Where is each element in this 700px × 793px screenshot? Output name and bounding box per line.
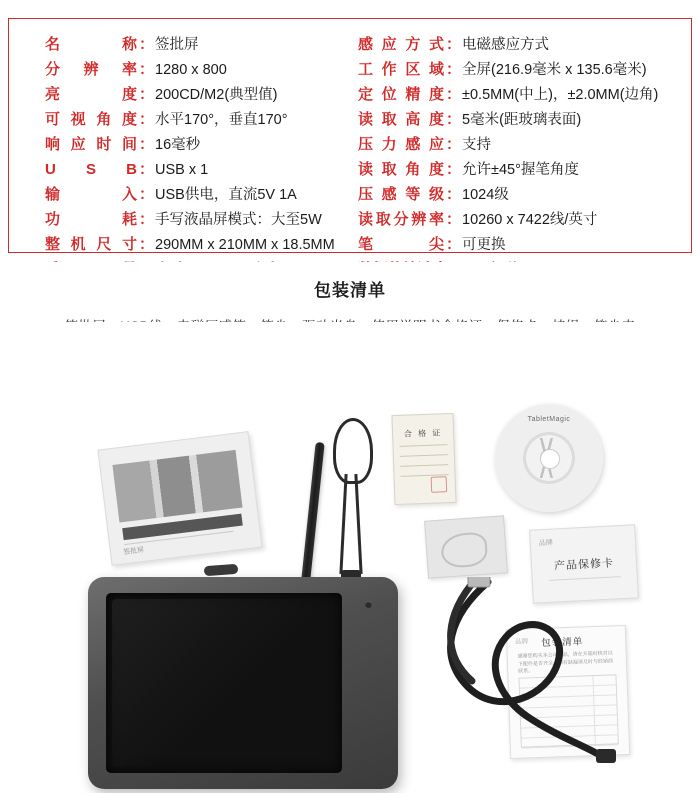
lanyard-strap bbox=[333, 418, 373, 588]
sheet-title: 包装清单 bbox=[541, 636, 584, 649]
spec-value: 1024级 bbox=[462, 187, 509, 203]
booklet-logo: 签批屏 bbox=[122, 546, 145, 557]
screen-glare bbox=[112, 599, 336, 767]
specification-panel bbox=[8, 18, 692, 253]
usb-cable bbox=[428, 577, 638, 767]
spec-label: 输 入 bbox=[45, 186, 137, 203]
driver-cd-disc bbox=[495, 404, 603, 512]
spec-value: 1280 x 800 bbox=[155, 62, 227, 78]
spec-label: 读取高度 bbox=[358, 111, 444, 128]
booklet-cover-art bbox=[112, 450, 242, 523]
spec-row bbox=[358, 207, 691, 232]
spec-row bbox=[45, 132, 350, 157]
spec-row bbox=[358, 232, 691, 257]
spec-value: USB供电，直流5V 1A bbox=[155, 187, 297, 203]
spec-colon: ： bbox=[139, 236, 155, 253]
lanyard-cord-left bbox=[339, 474, 347, 574]
user-manual-booklet bbox=[97, 431, 262, 566]
spec-row bbox=[45, 232, 350, 257]
packing-list-panel bbox=[8, 262, 692, 782]
spec-value: 允许±45°握笔角度 bbox=[462, 162, 579, 178]
spec-label: 压感等级 bbox=[358, 186, 444, 203]
spec-colon: ： bbox=[139, 111, 155, 128]
spec-value: 可更换 bbox=[462, 237, 506, 253]
spec-label: 名 称 bbox=[45, 36, 137, 53]
spec-colon: ： bbox=[446, 111, 462, 128]
spec-label: 压力感应 bbox=[358, 136, 444, 153]
spec-label: 响应时间 bbox=[45, 136, 137, 153]
warranty-logo: 品牌 bbox=[538, 539, 554, 548]
spec-label: 读取角度 bbox=[358, 161, 444, 178]
spec-colon: ： bbox=[139, 136, 155, 153]
sheet-note: 感谢您购买本公司产品，请在开箱时核对以下配件是否齐全，如有缺漏请及时与经销商联系。 bbox=[517, 650, 614, 675]
spec-colon: ： bbox=[446, 61, 462, 78]
packing-list-title: 包装清单 bbox=[314, 281, 386, 300]
spec-label: 感应方式 bbox=[358, 36, 444, 53]
spec-value: 全屏(216.9毫米 x 135.6毫米) bbox=[462, 62, 647, 78]
spec-row bbox=[45, 57, 350, 82]
certificate-stamp-icon bbox=[431, 476, 448, 493]
spec-row bbox=[45, 157, 350, 182]
tablet-screen bbox=[106, 593, 342, 773]
spec-value: 200CD/M2(典型值) bbox=[155, 87, 278, 103]
spec-row bbox=[45, 182, 350, 207]
spec-row bbox=[45, 207, 350, 232]
lanyard-cord-right bbox=[354, 474, 362, 574]
spec-colon: ： bbox=[139, 36, 155, 53]
certificate-title: 合 格 证 bbox=[403, 428, 443, 439]
spec-row bbox=[45, 107, 350, 132]
stylus-pen bbox=[300, 442, 324, 590]
pen-nib-clip bbox=[204, 564, 239, 576]
spec-colon: ： bbox=[446, 36, 462, 53]
spec-colon: ： bbox=[139, 161, 155, 178]
pouch-pattern bbox=[440, 532, 488, 569]
spec-colon: ： bbox=[139, 186, 155, 203]
spec-label: 分 辨 率 bbox=[45, 61, 137, 78]
spec-row bbox=[358, 132, 691, 157]
spec-row bbox=[358, 82, 691, 107]
spec-label: 工作区域 bbox=[358, 61, 444, 78]
usb-cable-drawing bbox=[428, 577, 638, 767]
spec-value: 支持 bbox=[462, 137, 492, 153]
spec-colon: ： bbox=[446, 211, 462, 228]
cd-center-hole bbox=[540, 449, 560, 469]
spec-value: USB x 1 bbox=[155, 162, 209, 178]
spec-colon: ： bbox=[446, 86, 462, 103]
spec-row bbox=[358, 107, 691, 132]
spec-row bbox=[358, 32, 691, 57]
spec-value: 16毫秒 bbox=[155, 137, 201, 153]
spec-colon: ： bbox=[139, 211, 155, 228]
spec-column-left bbox=[9, 32, 350, 252]
certificate-card bbox=[391, 413, 456, 505]
spec-row bbox=[358, 182, 691, 207]
certificate-lines bbox=[400, 444, 448, 447]
spec-label: 整机尺寸 bbox=[45, 236, 137, 253]
spec-row bbox=[358, 157, 691, 182]
spec-value: 水平170°，垂直170° bbox=[155, 112, 288, 128]
spec-value: 电磁感应方式 bbox=[462, 37, 550, 53]
spec-colon: ： bbox=[446, 236, 462, 253]
spec-label: U S B bbox=[45, 161, 137, 178]
spec-label: 读取分辨率 bbox=[358, 211, 444, 228]
warranty-title: 产品保修卡 bbox=[553, 557, 615, 573]
spec-colon: ： bbox=[446, 186, 462, 203]
spec-column-right bbox=[350, 32, 691, 252]
spec-value: 10260 x 7422线/英寸 bbox=[462, 212, 598, 228]
tablet-power-button bbox=[365, 601, 372, 608]
cleaning-cloth-pouch bbox=[424, 515, 508, 578]
sheet-logo: 品牌 bbox=[515, 638, 529, 646]
spec-row bbox=[45, 82, 350, 107]
spec-colon: ： bbox=[139, 86, 155, 103]
spec-row bbox=[45, 32, 350, 57]
spec-colon: ： bbox=[139, 61, 155, 78]
spec-colon: ： bbox=[446, 161, 462, 178]
spec-row bbox=[358, 57, 691, 82]
spec-label: 定位精度 bbox=[358, 86, 444, 103]
packing-contents-photo bbox=[8, 322, 692, 782]
spec-label: 可视角度 bbox=[45, 111, 137, 128]
signature-tablet-device bbox=[88, 577, 398, 789]
spec-label: 功 耗 bbox=[45, 211, 137, 228]
cd-label-text: TabletMagic bbox=[527, 416, 571, 423]
spec-label: 笔 尖 bbox=[358, 236, 444, 253]
spec-label: 亮 度 bbox=[45, 86, 137, 103]
spec-colon: ： bbox=[446, 136, 462, 153]
spec-value: 5毫米(距玻璃表面) bbox=[462, 112, 582, 128]
spec-value: 手写液晶屏模式：大至5W bbox=[155, 212, 322, 228]
spec-value: 290MM x 210MM x 18.5MM bbox=[155, 237, 335, 253]
lanyard-loop bbox=[333, 418, 373, 484]
spec-value: ±0.5MM(中上)，±2.0MM(边角) bbox=[462, 87, 659, 103]
spec-value: 签批屏 bbox=[155, 37, 199, 53]
